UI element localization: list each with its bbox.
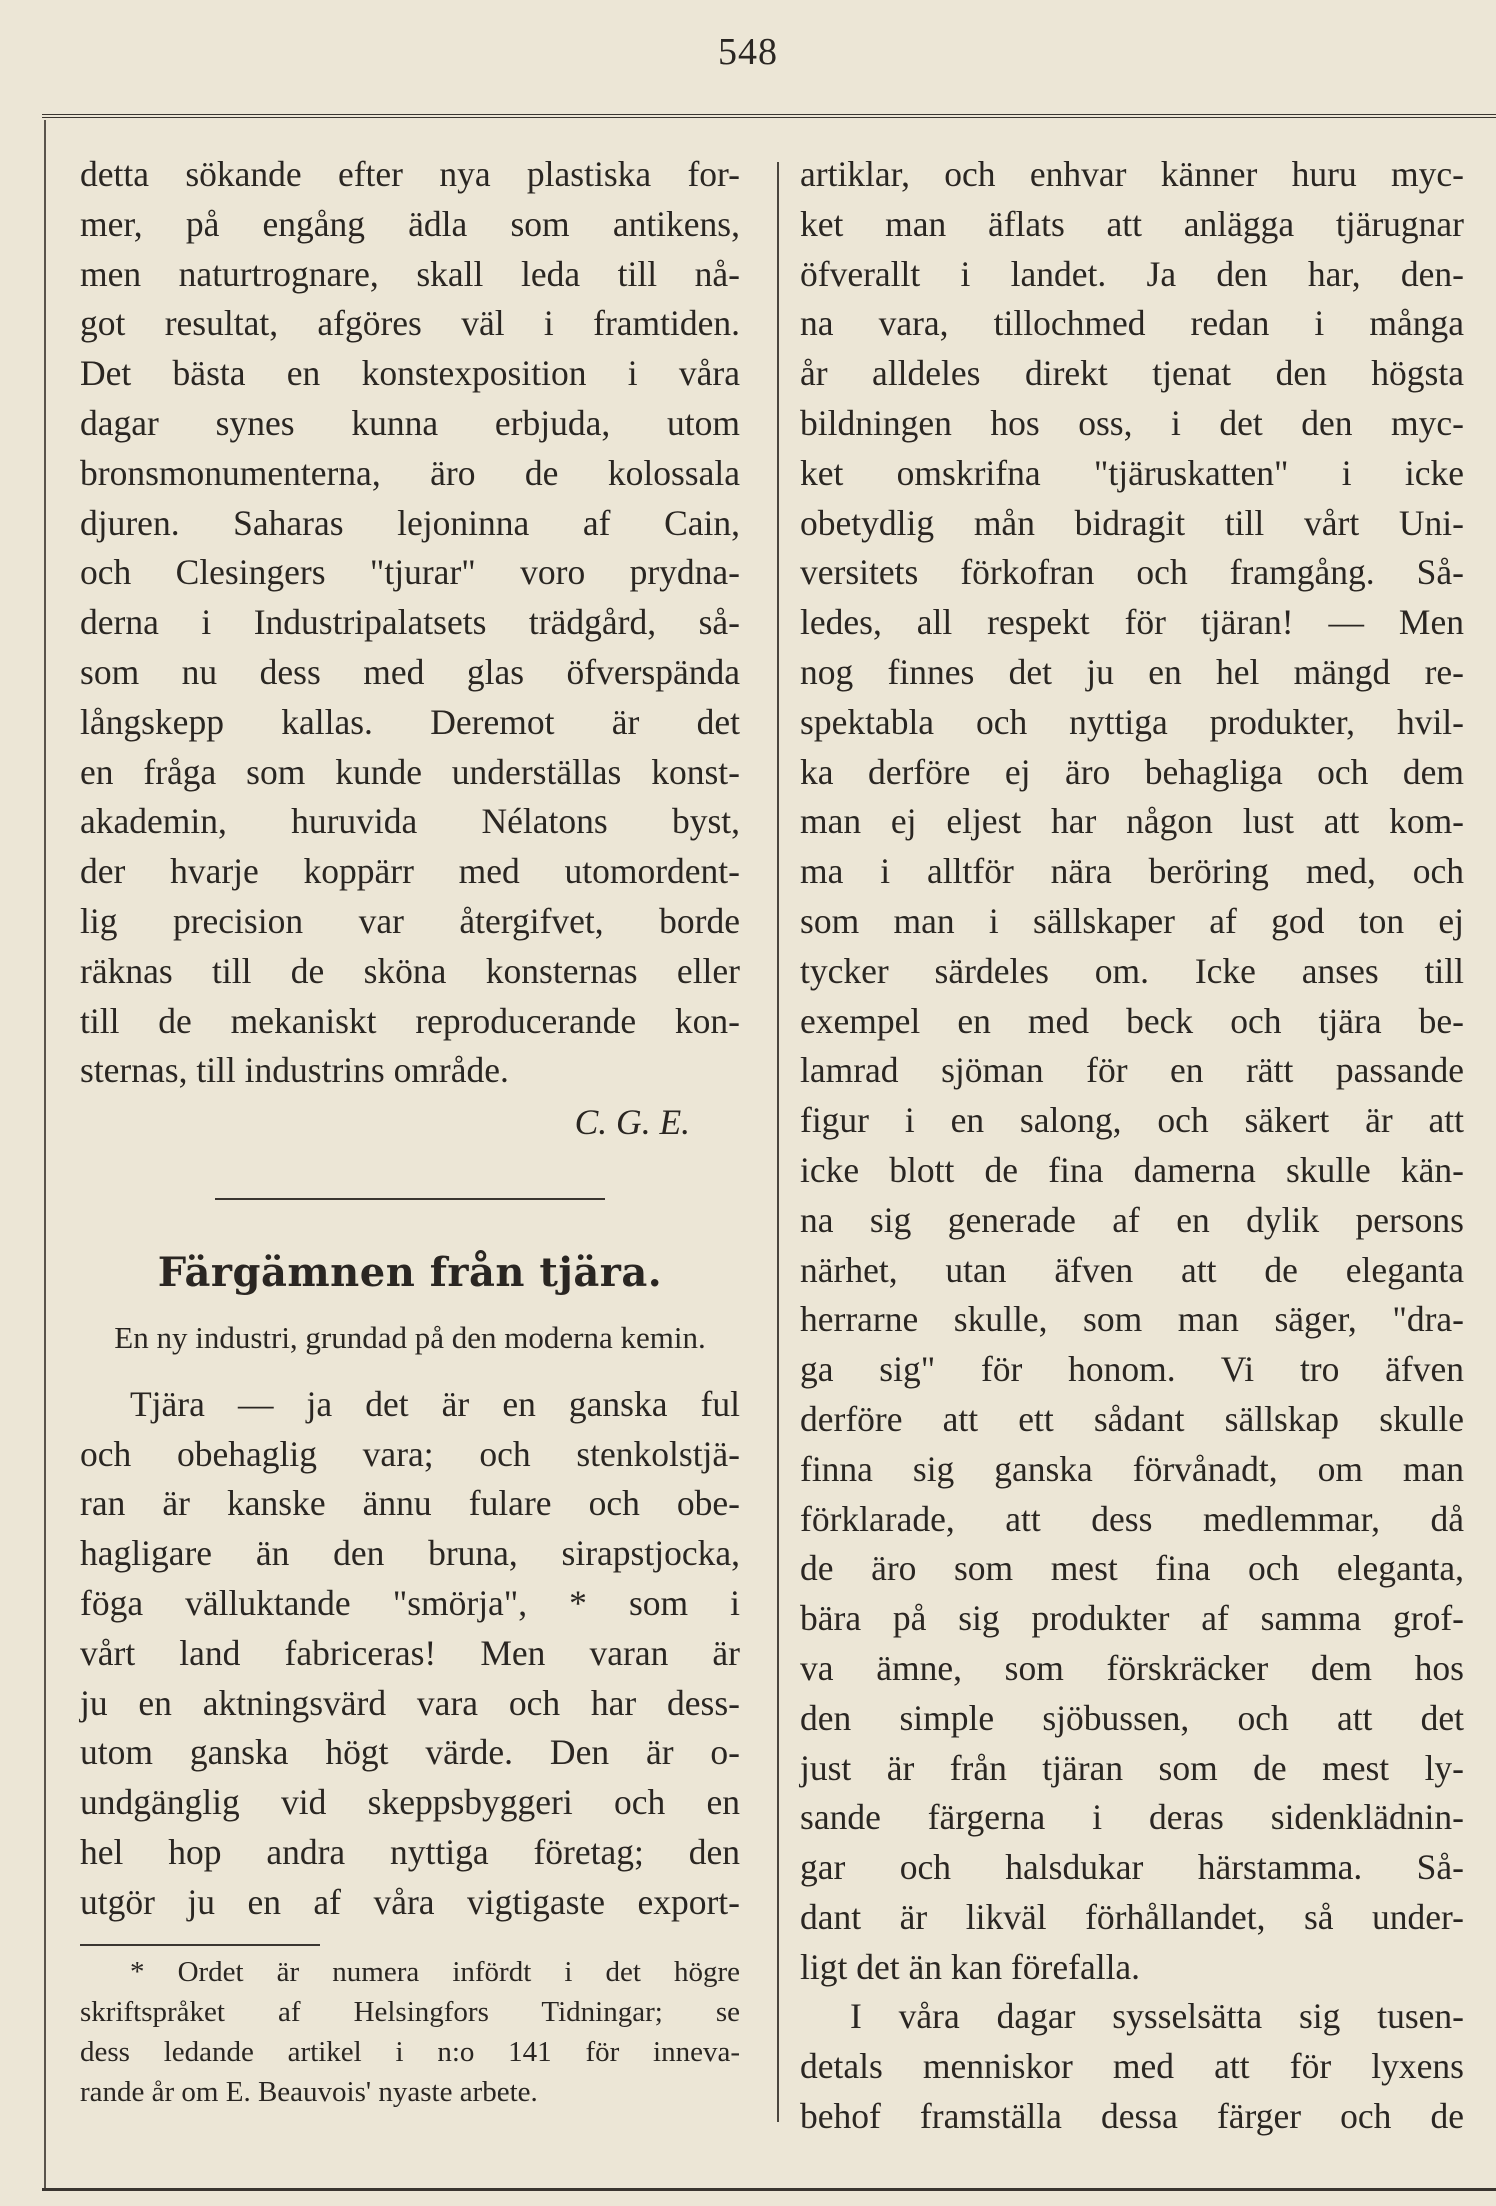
text-line: ju en aktningsvärd vara och har dess- xyxy=(80,1682,740,1723)
text-line: utgör ju en af våra vigtigaste export- xyxy=(80,1881,740,1922)
text-line: gar och halsdukar härstamma. Så- xyxy=(800,1847,1464,1888)
text-line: spektabla och nyttiga produkter, hvil- xyxy=(800,701,1464,742)
text-line: närhet, utan äfven att de eleganta xyxy=(800,1249,1464,1290)
text-line: bronsmonumenterna, äro de kolossala xyxy=(80,452,740,493)
section-divider xyxy=(215,1198,605,1200)
text-line: versitets förkofran och framgång. Så- xyxy=(800,552,1464,593)
text-line: år alldeles direkt tjenat den högsta xyxy=(800,353,1464,394)
text-line: föga välluktande "smörja", * som i xyxy=(80,1582,740,1623)
text-line: mer, på engång ädla som antikens, xyxy=(80,203,740,244)
text-line: hagligare än den bruna, sirapstjocka, xyxy=(80,1533,740,1574)
text-line: na vara, tillochmed redan i många xyxy=(800,303,1464,344)
page-number: 548 xyxy=(718,31,778,73)
text-line: förklarade, att dess medlemmar, då xyxy=(800,1498,1464,1539)
text-line: dagar synes kunna erbjuda, utom xyxy=(80,402,740,443)
text-line: Det bästa en konstexposition i våra xyxy=(80,353,740,394)
text-line: ket man äflats att anlägga tjärugnar xyxy=(800,203,1464,244)
right-column xyxy=(800,150,1464,2142)
text-line: nog finnes det ju en hel mängd re- xyxy=(800,651,1464,692)
text-line: den simple sjöbussen, och att det xyxy=(800,1697,1464,1738)
text-line: öfverallt i landet. Ja den har, den- xyxy=(800,253,1464,294)
left-column-paragraph-2 xyxy=(80,1380,740,1928)
text-line: ledes, all respekt för tjäran! — Men xyxy=(800,602,1464,643)
text-line: ran är kanske ännu fulare och obe- xyxy=(80,1483,740,1524)
text-line: obetydlig mån bidragit till vårt Uni- xyxy=(800,502,1464,543)
text-line: behof framställa dessa färger och de xyxy=(800,2096,1464,2137)
text-line: tycker särdeles om. Icke anses till xyxy=(800,950,1464,991)
text-line: dant är likväl förhållandet, så under- xyxy=(800,1896,1464,1937)
text-line: och obehaglig vara; och stenkolstjä- xyxy=(80,1433,740,1474)
left-page-border xyxy=(44,120,46,2190)
top-rule xyxy=(42,114,1496,118)
signature: C. G. E. xyxy=(574,1102,690,1143)
text-line: bildningen hos oss, i det den myc- xyxy=(800,402,1464,443)
text-line: ka derföre ej äro behagliga och dem xyxy=(800,751,1464,792)
text-line: till de mekaniskt reproducerande kon- xyxy=(80,1000,740,1041)
text-line: der hvarje koppärr med utomordent- xyxy=(80,851,740,892)
text-line: djuren. Saharas lejoninna af Cain, xyxy=(80,502,740,543)
text-line: va ämne, som förskräcker dem hos xyxy=(800,1647,1464,1688)
text-line: utom ganska högt värde. Den är o- xyxy=(80,1732,740,1773)
text-line: en fråga som kunde underställas konst- xyxy=(80,751,740,792)
text-line: herrarne skulle, som man säger, "dra- xyxy=(800,1299,1464,1340)
text-line: akademin, huruvida Nélatons byst, xyxy=(80,801,740,842)
bottom-rule xyxy=(42,2188,1496,2191)
text-line: sande färgerna i deras sidenklädnin- xyxy=(800,1797,1464,1838)
text-line: bära på sig produkter af samma grof- xyxy=(800,1598,1464,1639)
text-line: icke blott de fina damerna skulle kän- xyxy=(800,1149,1464,1190)
text-line: ligt det än kan förefalla. xyxy=(800,1946,1141,1987)
footnote xyxy=(80,1952,740,2112)
footnote-divider xyxy=(80,1944,320,1946)
text-line: na sig generade af en dylik persons xyxy=(800,1199,1464,1240)
text-line: rande år om E. Beauvois' nyaste arbete. xyxy=(80,2075,538,2108)
text-line: och Clesingers "tjurar" voro prydna- xyxy=(80,552,740,593)
text-line: figur i en salong, och säkert är att xyxy=(800,1100,1464,1141)
text-line: lig precision var återgifvet, borde xyxy=(80,900,740,941)
left-column xyxy=(80,150,740,2112)
text-line: men naturtrognare, skall leda till nå- xyxy=(80,253,740,294)
text-line: långskepp kallas. Deremot är det xyxy=(80,701,740,742)
left-column-paragraph-1 xyxy=(80,150,740,1096)
text-line: sternas, till industrins område. xyxy=(80,1050,509,1091)
text-line: hel hop andra nyttiga företag; den xyxy=(80,1831,740,1872)
text-line: de äro som mest fina och eleganta, xyxy=(800,1548,1464,1589)
text-line: * Ordet är numera infördt i det högre xyxy=(130,1955,740,1988)
text-line: lamrad sjöman för en rätt passande xyxy=(800,1050,1464,1091)
article-heading: Färgämnen från tjära. xyxy=(157,1248,663,1296)
text-line: som nu dess med glas öfverspända xyxy=(80,651,740,692)
text-line: got resultat, afgöres väl i framtiden. xyxy=(80,303,740,344)
text-line: finna sig ganska förvånadt, om man xyxy=(800,1448,1464,1489)
text-line: som man i sällskaper af god ton ej xyxy=(800,900,1464,941)
text-line: I våra dagar sysselsätta sig tusen- xyxy=(850,1996,1464,2037)
text-line: man ej eljest har någon lust att kom- xyxy=(800,801,1464,842)
text-line: just är från tjäran som de mest ly- xyxy=(800,1747,1464,1788)
text-line: derföre att ett sådant sällskap skulle xyxy=(800,1398,1464,1439)
article-subheading: En ny industri, grundad på den moderna kemin. xyxy=(114,1319,706,1355)
text-line: skriftspråket af Helsingfors Tidningar; se xyxy=(80,1995,740,2028)
text-line: artiklar, och enhvar känner huru myc- xyxy=(800,154,1464,194)
text-line: undgänglig vid skeppsbyggeri och en xyxy=(80,1782,740,1823)
text-line: ket omskrifna "tjäruskatten" i icke xyxy=(800,452,1464,493)
column-divider xyxy=(777,162,779,2122)
text-line: dess ledande artikel i n:o 141 för inneva- xyxy=(80,2035,740,2068)
text-line: derna i Industripalatsets trädgård, så- xyxy=(80,602,740,643)
text-line: detals menniskor med att för lyxens xyxy=(800,2046,1464,2087)
text-line: ma i alltför nära beröring med, och xyxy=(800,851,1464,892)
text-line: vårt land fabriceras! Men varan är xyxy=(80,1632,740,1673)
text-line: räknas till de sköna konsternas eller xyxy=(80,950,740,991)
text-line: ga sig" för honom. Vi tro äfven xyxy=(800,1349,1464,1390)
text-line: detta sökande efter nya plastiska for- xyxy=(80,154,740,194)
text-line: Tjära — ja det är en ganska ful xyxy=(130,1383,740,1424)
text-line: exempel en med beck och tjära be- xyxy=(800,1000,1464,1041)
